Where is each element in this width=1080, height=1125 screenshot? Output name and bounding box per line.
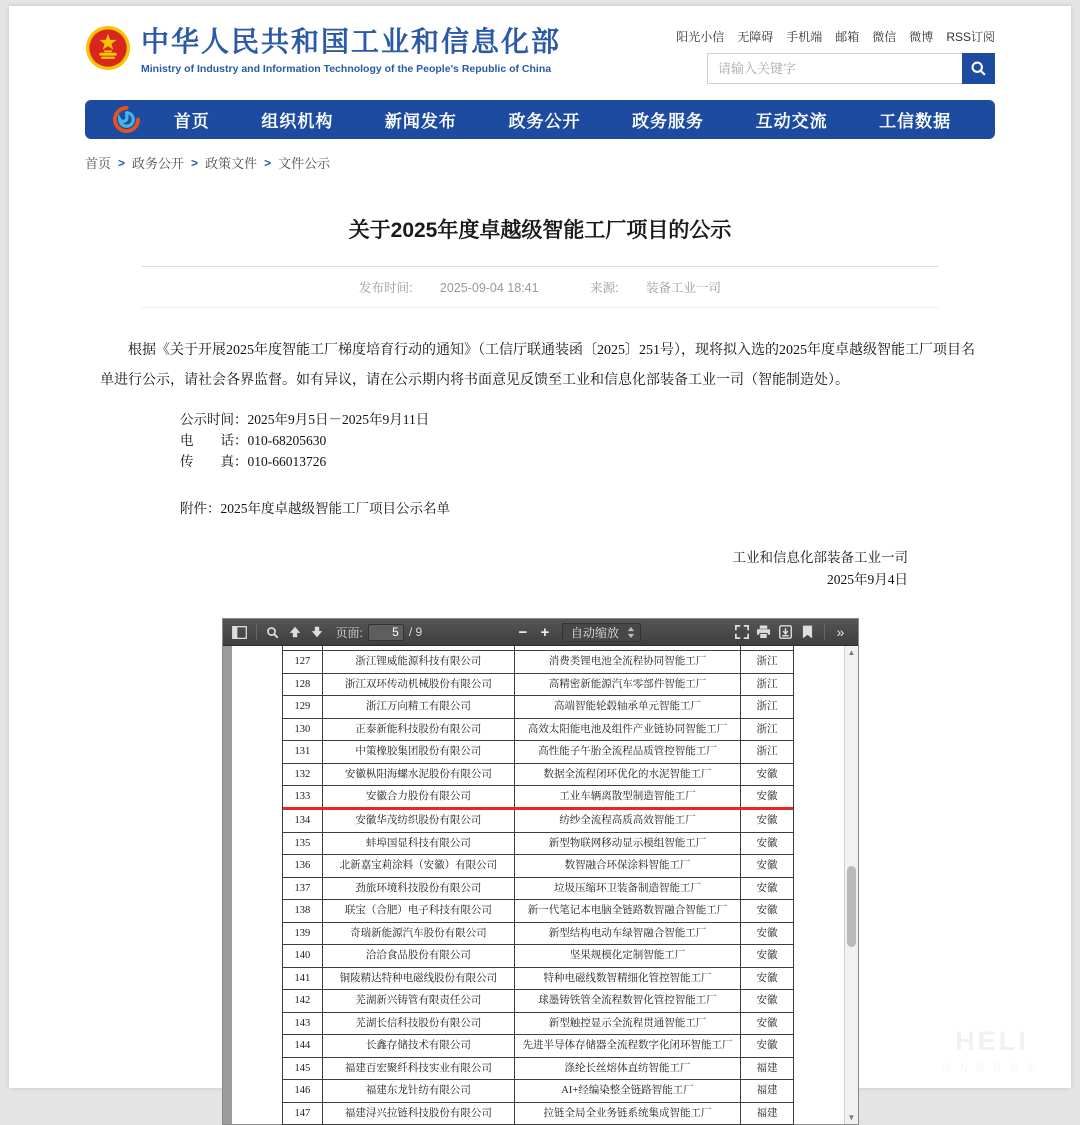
company-cell: 芜湖新兴铸管有限责任公司 bbox=[323, 990, 514, 1012]
zoom-mode-select[interactable] bbox=[562, 623, 641, 642]
province-cell: 安徽 bbox=[756, 905, 778, 917]
pdf-scrollbar[interactable] bbox=[844, 646, 858, 1124]
project-cell: 球墨铸铁管全流程数智化管控智能工厂 bbox=[515, 990, 742, 1012]
nav-item[interactable]: 首页 bbox=[173, 112, 210, 131]
bookmark-icon bbox=[802, 625, 813, 639]
company-cell: 蚌埠国显科技有限公司 bbox=[323, 833, 514, 855]
utility-link[interactable]: 微博 bbox=[909, 30, 934, 44]
source-label: 来源: bbox=[590, 281, 623, 295]
company-cell: 劲旅环境科技股份有限公司 bbox=[323, 878, 514, 900]
page-down-button[interactable] bbox=[306, 622, 328, 643]
project-cell: 新型触控显示全流程贯通智能工厂 bbox=[515, 1013, 742, 1035]
province-cell: 安徽 bbox=[756, 837, 778, 849]
row-number-cell: 140 bbox=[283, 945, 324, 967]
search-icon bbox=[970, 60, 987, 77]
project-cell: 新一代笔记本电脑全链路数智融合智能工厂 bbox=[515, 900, 742, 922]
download-icon bbox=[779, 625, 792, 639]
search-input[interactable] bbox=[707, 53, 962, 84]
miit-swirl-icon bbox=[113, 106, 140, 133]
company-cell: 浙江双环传动机械股份有限公司 bbox=[323, 674, 514, 696]
nav-item[interactable]: 新闻发布 bbox=[384, 112, 457, 131]
page-label: 页面: bbox=[335, 625, 363, 640]
project-cell: 消费类锂电池全流程协同智能工厂 bbox=[515, 651, 742, 673]
publish-time-label: 发布时间: bbox=[358, 281, 416, 295]
province-cell: 安徽 bbox=[756, 1040, 778, 1052]
project-cell: 拉链全局全业务链系统集成智能工厂 bbox=[515, 1103, 742, 1125]
breadcrumb-separator: > bbox=[118, 155, 126, 170]
project-cell: 工业车辆离散型制造智能工厂 bbox=[515, 786, 742, 807]
province-cell: 安徽 bbox=[756, 790, 778, 802]
utility-link[interactable]: 阳光小信 bbox=[676, 30, 725, 44]
project-cell: 高效太阳能电池及组件产业链协同智能工厂 bbox=[515, 719, 742, 741]
contact-line: 公示时间：2025年9月5日－2025年9月11日 bbox=[180, 412, 430, 428]
pdf-page bbox=[232, 646, 844, 1124]
nav-item[interactable]: 政务服务 bbox=[632, 112, 705, 131]
nav-item[interactable]: 工信数据 bbox=[879, 112, 952, 131]
province-cell: 安徽 bbox=[756, 860, 778, 872]
project-cell: 垃圾压缩环卫装备制造智能工厂 bbox=[515, 878, 742, 900]
project-cell: 纺纱全流程高质高效智能工厂 bbox=[515, 810, 742, 832]
nav-item[interactable]: 组织机构 bbox=[261, 112, 334, 131]
main-nav bbox=[85, 100, 995, 139]
row-number-cell: 131 bbox=[283, 741, 324, 763]
province-cell: 福建 bbox=[756, 1085, 778, 1097]
project-cell: 特种电磁线数智精细化管控智能工厂 bbox=[515, 968, 742, 990]
table-row bbox=[283, 990, 793, 1013]
table-row bbox=[283, 741, 793, 764]
search-icon bbox=[266, 626, 279, 639]
row-number-cell: 133 bbox=[283, 786, 324, 807]
watermark-logo-text: HELI bbox=[955, 1026, 1029, 1056]
heli-watermark bbox=[941, 1026, 1043, 1074]
company-cell: 安徽华茂纺织股份有限公司 bbox=[323, 810, 514, 832]
province-cell: 安徽 bbox=[756, 972, 778, 984]
breadcrumb-item[interactable]: 首页 bbox=[85, 156, 112, 171]
site-title: 中华人民共和国工业和信息化部 bbox=[141, 26, 562, 57]
project-cell: 高性能子午胎全流程品质管控智能工厂 bbox=[515, 741, 742, 763]
nav-item[interactable]: 互动交流 bbox=[755, 112, 828, 131]
project-cell: 涤纶长丝熔体直纺智能工厂 bbox=[515, 1058, 742, 1080]
province-cell: 安徽 bbox=[756, 1017, 778, 1029]
pdf-content-area bbox=[223, 646, 858, 1124]
company-cell: 浙江万向精工有限公司 bbox=[323, 696, 514, 718]
toolbar-divider bbox=[256, 624, 257, 640]
pdf-viewer bbox=[222, 618, 859, 1125]
row-number-cell: 127 bbox=[283, 651, 324, 673]
row-number-cell: 145 bbox=[283, 1058, 324, 1080]
project-cell: 高精密新能源汽车零部件智能工厂 bbox=[515, 674, 742, 696]
company-cell: 安徽枞阳海螺水泥股份有限公司 bbox=[323, 764, 514, 786]
signature-date: 2025年9月4日 bbox=[827, 571, 908, 587]
project-cell: 先进半导体存储器全流程数字化闭环智能工厂 bbox=[515, 1035, 742, 1057]
attachment-line[interactable]: 附件：2025年度卓越级智能工厂项目公示名单 bbox=[180, 500, 450, 516]
row-number-cell: 135 bbox=[283, 833, 324, 855]
print-icon bbox=[756, 625, 771, 639]
province-cell: 安徽 bbox=[756, 950, 778, 962]
company-cell: 联宝（合肥）电子科技有限公司 bbox=[323, 900, 514, 922]
site-page bbox=[9, 6, 1071, 1123]
project-cell: 高端智能轮毂轴承单元智能工厂 bbox=[515, 696, 742, 718]
page-down-icon bbox=[310, 625, 324, 639]
row-number-cell: 132 bbox=[283, 764, 324, 786]
table-row bbox=[283, 900, 793, 923]
province-cell: 浙江 bbox=[756, 656, 778, 668]
company-cell: 北新嘉宝莉涂料（安徽）有限公司 bbox=[323, 855, 514, 877]
table-rows bbox=[283, 651, 793, 1125]
row-number-cell: 136 bbox=[283, 855, 324, 877]
breadcrumb-item[interactable]: 政策文件 bbox=[205, 156, 258, 171]
table-row bbox=[283, 833, 793, 856]
breadcrumb bbox=[85, 153, 995, 172]
scroll-down-icon[interactable]: ▼ bbox=[847, 1113, 856, 1123]
utility-link[interactable]: 邮箱 bbox=[835, 30, 860, 44]
province-cell: 安徽 bbox=[756, 995, 778, 1007]
table-row bbox=[283, 1035, 793, 1058]
row-number-cell: 144 bbox=[283, 1035, 324, 1057]
table-row bbox=[283, 968, 793, 991]
zoom-mode-value: 自动缩放 bbox=[570, 625, 619, 640]
signature-department: 工业和信息化部装备工业一司 bbox=[732, 549, 908, 565]
presentation-mode-icon bbox=[735, 625, 749, 639]
company-cell: 奇瑞新能源汽车股份有限公司 bbox=[323, 923, 514, 945]
table-row bbox=[283, 945, 793, 968]
table-row bbox=[283, 1080, 793, 1103]
project-cell: 新型结构电动车绿智融合智能工厂 bbox=[515, 923, 742, 945]
table-row bbox=[283, 674, 793, 697]
company-cell: 福建东龙针纺有限公司 bbox=[323, 1080, 514, 1102]
table-row bbox=[283, 719, 793, 742]
breadcrumb-separator: > bbox=[264, 155, 272, 170]
table-row bbox=[283, 786, 793, 810]
page-number-input[interactable] bbox=[368, 624, 404, 641]
select-arrows-icon bbox=[627, 627, 635, 638]
company-cell: 长鑫存储技术有限公司 bbox=[323, 1035, 514, 1057]
watermark-slogan: 合力提升未来 bbox=[941, 1063, 1043, 1074]
row-number-cell: 129 bbox=[283, 696, 324, 718]
utility-link[interactable]: 微信 bbox=[872, 30, 897, 44]
source-value: 装备工业一司 bbox=[646, 281, 722, 295]
province-cell: 福建 bbox=[756, 1062, 778, 1074]
publish-time: 2025-09-04 18:41 bbox=[439, 281, 539, 295]
bookmark-button[interactable] bbox=[797, 622, 819, 643]
search-bar bbox=[707, 53, 995, 84]
company-cell: 福建浔兴拉链科技股份有限公司 bbox=[323, 1103, 514, 1125]
search-button[interactable] bbox=[962, 53, 995, 84]
table-row bbox=[283, 696, 793, 719]
table-row bbox=[283, 764, 793, 787]
site-header bbox=[9, 6, 1071, 100]
zoom-out-button[interactable]: − bbox=[518, 623, 528, 641]
breadcrumb-item[interactable]: 政务公开 bbox=[132, 156, 185, 171]
signature-block bbox=[100, 547, 980, 590]
scrollbar-thumb[interactable] bbox=[847, 866, 856, 947]
project-cell: 新型物联网移动显示模组智能工厂 bbox=[515, 833, 742, 855]
sidebar-toggle-icon bbox=[232, 626, 247, 639]
table-row bbox=[283, 651, 793, 674]
table-row bbox=[283, 1103, 793, 1125]
table-row bbox=[283, 855, 793, 878]
province-cell: 福建 bbox=[756, 1107, 778, 1119]
company-cell: 安徽合力股份有限公司 bbox=[323, 786, 514, 807]
more-tools-button[interactable]: » bbox=[836, 624, 845, 641]
page-up-icon bbox=[288, 625, 302, 639]
breadcrumb-item[interactable]: 文件公示 bbox=[278, 156, 331, 171]
page-count: / 9 bbox=[408, 625, 423, 640]
project-cell: 数据全流程闭环优化的水泥智能工厂 bbox=[515, 764, 742, 786]
contact-line: 传 真：010-66013726 bbox=[180, 454, 327, 470]
table-row bbox=[283, 1013, 793, 1036]
row-number-cell: 128 bbox=[283, 674, 324, 696]
province-cell: 浙江 bbox=[756, 701, 778, 713]
province-cell: 安徽 bbox=[756, 927, 778, 939]
print-button[interactable] bbox=[753, 622, 775, 643]
national-emblem-logo bbox=[85, 25, 131, 71]
utility-link[interactable]: 无障碍 bbox=[737, 30, 774, 44]
page-up-button[interactable] bbox=[284, 622, 306, 643]
page-title: 关于2025年度卓越级智能工厂项目的公示 bbox=[348, 219, 732, 242]
province-cell: 浙江 bbox=[756, 678, 778, 690]
province-cell: 浙江 bbox=[756, 746, 778, 758]
presentation-mode-button[interactable] bbox=[731, 622, 753, 643]
utility-links bbox=[676, 28, 995, 45]
company-cell: 芜湖长信科技股份有限公司 bbox=[323, 1013, 514, 1035]
province-cell: 安徽 bbox=[756, 882, 778, 894]
project-cell: AI+经编染整全链路智能工厂 bbox=[515, 1080, 742, 1102]
download-button[interactable] bbox=[775, 622, 797, 643]
row-number-cell: 142 bbox=[283, 990, 324, 1012]
contact-block bbox=[180, 410, 980, 473]
project-cell: 坚果规模化定制智能工厂 bbox=[515, 945, 742, 967]
row-number-cell: 138 bbox=[283, 900, 324, 922]
article-meta bbox=[100, 267, 980, 307]
pdf-search-button[interactable] bbox=[262, 622, 284, 643]
province-cell: 安徽 bbox=[756, 768, 778, 780]
company-cell: 正泰新能科技股份有限公司 bbox=[323, 719, 514, 741]
row-number-cell: 139 bbox=[283, 923, 324, 945]
nav-items bbox=[148, 107, 977, 132]
company-cell: 铜陵精达特种电磁线股份有限公司 bbox=[323, 968, 514, 990]
province-cell: 浙江 bbox=[756, 723, 778, 735]
utility-link[interactable]: RSS订阅 bbox=[946, 30, 995, 44]
table-row bbox=[283, 878, 793, 901]
table-row bbox=[283, 810, 793, 833]
company-cell: 浙江锂威能源科技有限公司 bbox=[323, 651, 514, 673]
contact-line: 电 话：010-68205630 bbox=[180, 433, 327, 449]
utility-link[interactable]: 手机端 bbox=[786, 30, 823, 44]
site-title-en: Ministry of Industry and Information Technology of the People's Republic of China bbox=[141, 63, 552, 75]
nav-item[interactable]: 政务公开 bbox=[508, 112, 581, 131]
sidebar-toggle-button[interactable] bbox=[229, 622, 251, 643]
meta-divider bbox=[142, 307, 938, 308]
article bbox=[85, 214, 995, 590]
pdf-toolbar bbox=[223, 619, 858, 646]
breadcrumb-separator: > bbox=[191, 155, 199, 170]
scroll-up-icon[interactable]: ▲ bbox=[847, 648, 856, 658]
row-number-cell: 146 bbox=[283, 1080, 324, 1102]
toolbar-divider bbox=[824, 624, 825, 640]
row-number-cell: 137 bbox=[283, 878, 324, 900]
zoom-in-button[interactable]: + bbox=[540, 623, 550, 641]
province-cell: 安徽 bbox=[756, 815, 778, 827]
article-paragraph: 根据《关于开展2025年度智能工厂梯度培育行动的通知》（工信厅联通装函〔2025〕251号），现将拟入选的2025年度卓越级智能工厂项目名单进行公示，请社会各界监督。如有异议，请在公示期内将书面意见反馈至工业和信息化部装备工业一司（智能制造处）。 bbox=[100, 343, 975, 389]
project-cell: 数智融合环保涂料智能工厂 bbox=[515, 855, 742, 877]
row-number-cell: 143 bbox=[283, 1013, 324, 1035]
company-cell: 洽洽食品股份有限公司 bbox=[323, 945, 514, 967]
table-row bbox=[283, 923, 793, 946]
row-number-cell: 130 bbox=[283, 719, 324, 741]
company-cell: 中策橡胶集团股份有限公司 bbox=[323, 741, 514, 763]
company-cell: 福建百宏聚纤科技实业有限公司 bbox=[323, 1058, 514, 1080]
table-row bbox=[283, 1058, 793, 1081]
row-number-cell: 134 bbox=[283, 810, 324, 832]
project-table bbox=[282, 646, 794, 1125]
row-number-cell: 141 bbox=[283, 968, 324, 990]
row-number-cell: 147 bbox=[283, 1103, 324, 1125]
